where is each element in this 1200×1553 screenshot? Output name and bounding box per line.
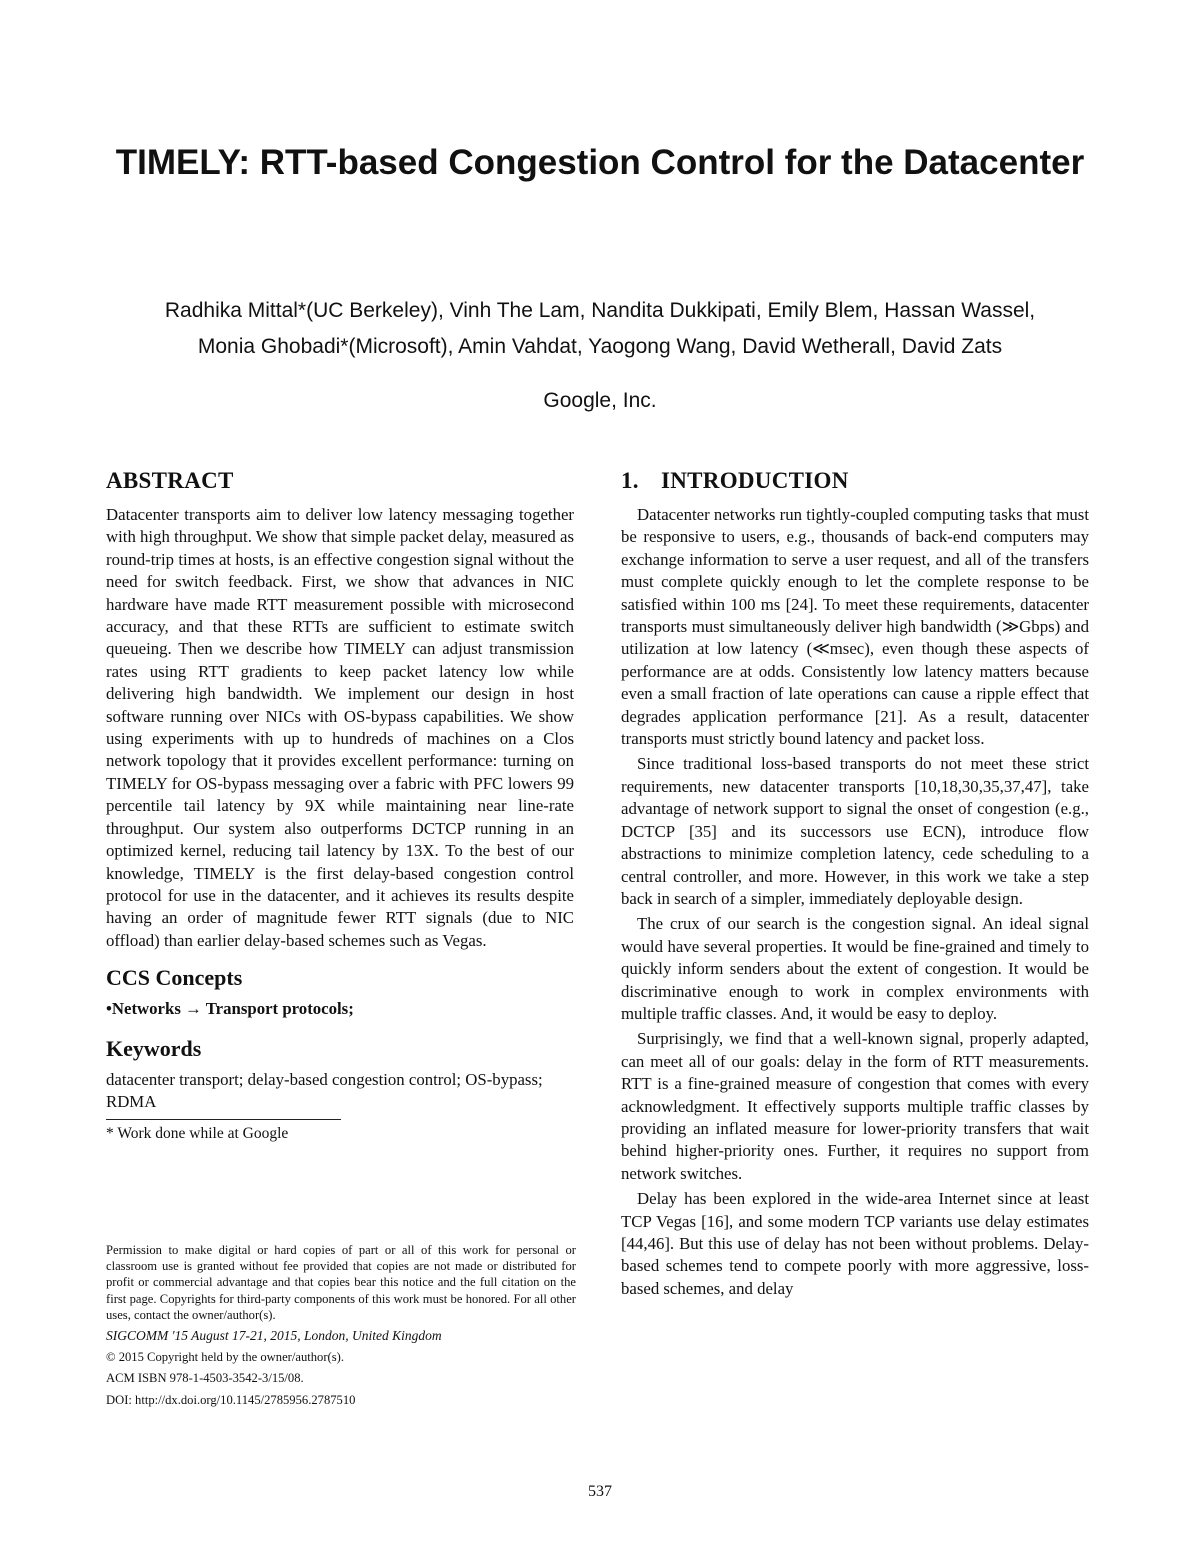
intro-paragraph: Since traditional loss-based transports do not meet these strict requirements, new datacenter transports [10,18,30,35,37,47], take advantage of network support to signal the onset of congestion (e.g., DCTCP [35] and its successors use ECN), introduce flow abstractions to minimize completion latency, cede scheduling to a central controller, and more. However, in this work we take a step back in search of a simpler, immediately deployable design.	[621, 754, 1089, 908]
doi-link[interactable]: DOI: http://dx.doi.org/10.1145/2785956.2787510	[106, 1392, 356, 1407]
conference-info: SIGCOMM '15 August 17-21, 2015, London, United Kingdom	[106, 1328, 442, 1344]
page-number: 537	[588, 1483, 612, 1500]
abstract-text: Datacenter transports aim to deliver low latency messaging together with high throughput. We show that simple packet delay, measured as round-trip times at hosts, is an effective congestion signal without the need for switch feedback. First, we show that advances in NIC hardware have made RTT measurement possible with microsecond accuracy, and that these RTTs are sufficient to estimate switch queueing. Then we describe how TIMELY can adjust transmission rates using RTT gradients to keep packet latency low while delivering high bandwidth. We implement our design in host software running over NICs with OS-bypass capabilities. We show using experiments with up to hundreds of machines on a Clos network topology that it provides excellent performance: turning on TIMELY for OS-bypass messaging over a fabric with PFC lowers 99 percentile tail latency by 9X while maintaining near line-rate throughput. Our system also outperforms DCTCP running in an optimized kernel, reducing tail latency by 13X. To the best of our knowledge, TIMELY is the first delay-based congestion control protocol for use in the datacenter, and it achieves its results despite having an order of magnitude fewer RTT signals (due to NIC offload) than earlier delay-based schemes such as Vegas.	[106, 505, 574, 950]
section-title: INTRODUCTION	[661, 468, 849, 493]
keywords-text: datacenter transport; delay-based congestion control; OS-bypass; RDMA	[106, 1069, 543, 1111]
right-column	[621, 466, 1089, 1300]
ccs-heading: CCS Concepts	[106, 965, 243, 991]
intro-paragraph: The crux of our search is the congestion signal. An ideal signal would have several properties. It would be fine-grained and timely to quickly inform senders about the extent of congestion. It would be discriminative enough to work in complex environments with multiple traffic classes. And, it would be easy to deploy.	[621, 914, 1089, 1023]
author-list	[60, 293, 1140, 365]
intro-paragraph: Datacenter networks run tightly-coupled computing tasks that must be responsive to users, e.g., thousands of back-end computers may exchange information to serve a user request, and all of the transfers must complete quickly enough to let the complete response to be satisfied within 100 ms [24]. To meet these requirements, datacenter transports must simultaneously deliver high bandwidth (≫Gbps) and utilization at low latency (≪msec), even though these aspects of performance are at odds. Consistently low latency matters because even a small fraction of late operations can cause a ripple effect that degrades application performance [21]. As a result, datacenter transports must strictly bound latency and packet loss.	[621, 505, 1089, 749]
introduction-heading	[621, 466, 1089, 496]
section-number: 1.	[621, 468, 639, 493]
abstract-heading: ABSTRACT	[106, 468, 234, 493]
intro-paragraph: Delay has been explored in the wide-area Internet since at least TCP Vegas [16], and some modern TCP variants use delay estimates [44,46]. But this use of delay has not been without problems. Delay-based schemes tend to compete poorly with more aggressive, loss-based schemes, and delay	[621, 1189, 1089, 1298]
author-line-1: Radhika Mittal*(UC Berkeley), Vinh The Lam, Nandita Dukkipati, Emily Blem, Hassan Wassel,	[164, 299, 1036, 322]
footnote-rule	[106, 1119, 341, 1120]
keywords-heading: Keywords	[106, 1035, 202, 1061]
left-column	[106, 466, 574, 1144]
isbn-line: ACM ISBN 978-1-4503-3542-3/15/08.	[106, 1371, 304, 1386]
permission-text: Permission to make digital or hard copies of part or all of this work for personal or classroom use is granted without fee provided that copies are not made or distributed for profit or commercial advantage and that copies bear this notice and the full citation on the first page. Copyrights for third-party components of this work must be honored. For all other uses, contact the owner/author(s).	[106, 1243, 576, 1322]
copyright-line: © 2015 Copyright held by the owner/author(s).	[106, 1350, 344, 1365]
ccs-concepts: •Networks → Transport protocols;	[106, 999, 354, 1019]
author-line-2: Monia Ghobadi*(Microsoft), Amin Vahdat, Yaogong Wang, David Wetherall, David Zats	[197, 335, 1003, 358]
paper-title: TIMELY: RTT-based Congestion Control for the Datacenter	[115, 143, 1085, 182]
intro-paragraph: Surprisingly, we find that a well-known signal, properly adapted, can meet all of our goals: delay in the form of RTT measurements. RTT is a fine-grained measure of congestion that comes with every acknowledgment. It effectively supports multiple traffic classes by providing an inflated measure for lower-priority transfers that wait behind higher-priority ones. Further, it requires no support from network switches.	[621, 1029, 1089, 1183]
permission-block	[106, 1242, 576, 1408]
footnote: * Work done while at Google	[106, 1125, 289, 1143]
affiliation: Google, Inc.	[543, 389, 657, 412]
